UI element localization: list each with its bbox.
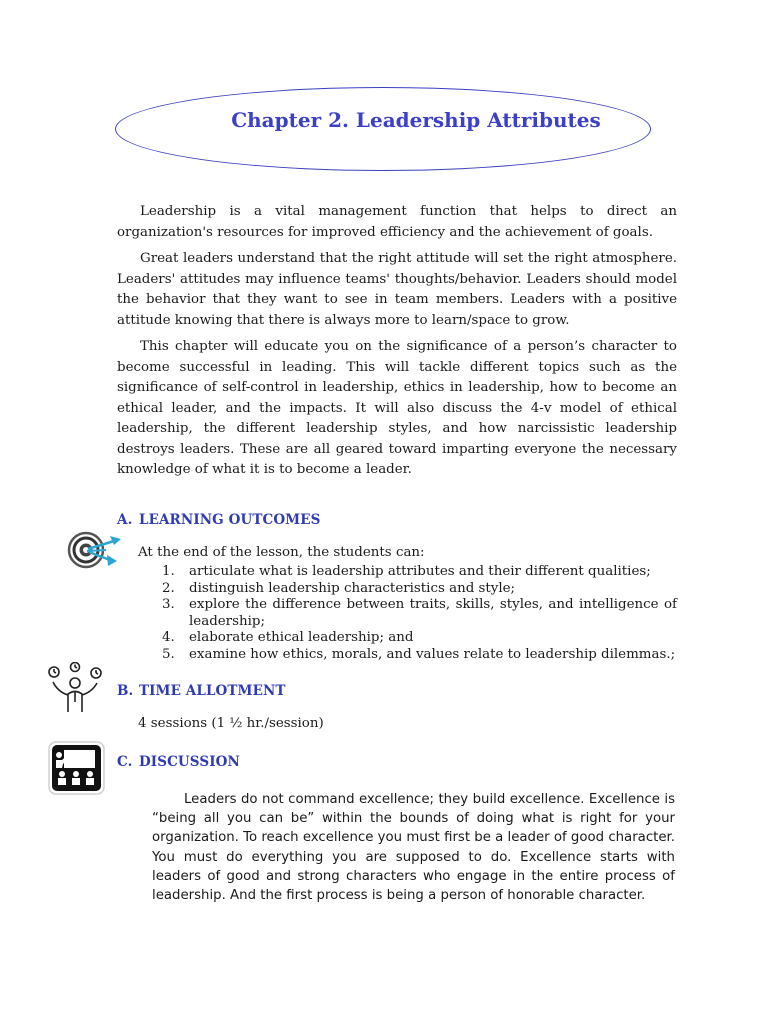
time-allotment-text: 4 sessions (1 ½ hr./session)	[138, 716, 324, 731]
target-darts-icon	[66, 528, 124, 572]
section-heading-time-allotment: B. TIME ALLOTMENT	[117, 683, 286, 699]
presentation-icon	[47, 740, 107, 796]
learning-outcomes-intro: At the end of the lesson, the students can:	[138, 545, 425, 560]
learning-outcomes-list	[162, 564, 677, 663]
list-item: 5. examine how ethics, morals, and values relate to leadership dilemmas.;	[162, 646, 676, 662]
intro-paragraph: This chapter will educate you on the significance of a person’s character to become successful in leading. This will tackle different topics such as the significance of self-control in leadership, ethics in leadership, how to become an ethical leader, and the impacts. It will also discuss the 4-v model of ethical leadership, the different leadership styles, and how narcissistic leadership destroys leaders. These are all geared toward imparting everyone the necessary knowledge of what it is to become a leader.	[117, 339, 677, 477]
list-item: 3. explore the difference between traits, skills, styles, and intelligence of leadership;	[162, 597, 677, 629]
section-heading-learning-outcomes: A. LEARNING OUTCOMES	[117, 512, 321, 528]
intro-text	[117, 202, 677, 487]
section-heading-discussion: C. DISCUSSION	[117, 754, 240, 770]
intro-paragraph: Great leaders understand that the right attitude will set the right atmosphere. Leaders' attitudes may influence teams' thoughts/behavior. Leaders should model the behavior that they want to see in team members. Leaders with a positive attitude knowing that there is always more to learn/space to grow.	[117, 251, 677, 328]
discussion-paragraph: Leaders do not command excellence; they build excellence. Excellence is “being all you can be” within the bounds of doing what is right for your organization. To reach excellence you must first be a leader of good character. You must do everything you are supposed to do. Excellence starts with leaders of good and strong characters who engage in the entire process of leadership. And the first process is being a person of honorable character.	[152, 792, 675, 904]
list-item: 4. elaborate ethical leadership; and	[162, 630, 414, 645]
chapter-title: Chapter 2. Leadership Attributes	[231, 108, 601, 132]
juggling-clocks-icon	[44, 662, 106, 714]
discussion-text	[152, 790, 675, 905]
list-item: 2. distinguish leadership characteristics and style;	[162, 580, 516, 596]
list-item: 1. articulate what is leadership attributes and their different qualities;	[162, 564, 651, 579]
intro-paragraph: Leadership is a vital management function that helps to direct an organization's resources for improved efficiency and the achievement of goals.	[117, 204, 677, 240]
